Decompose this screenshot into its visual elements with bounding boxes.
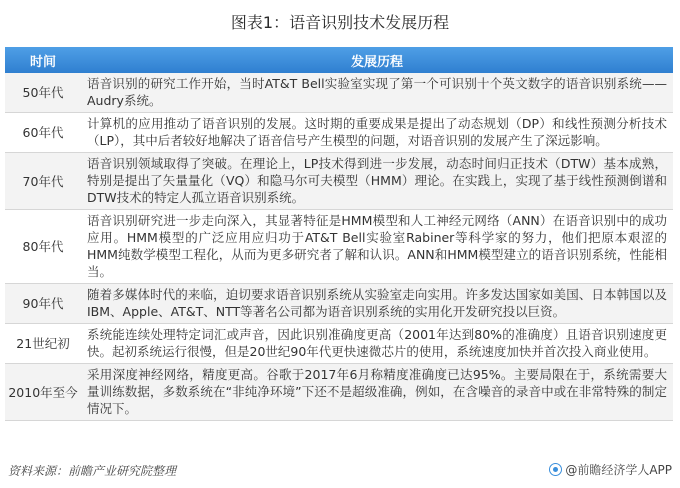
row-era: 60年代 [5,113,81,153]
row-era: 50年代 [5,73,81,113]
table-row [5,210,673,284]
row-description: 语音识别领域取得了突破。在理论上，LP技术得到进一步发展，动态时间归正技术（DTW）基本成熟，特别是提出了矢量量化（VQ）和隐马尔可夫模型（HMM）理论。在实践上，实现了基于线性预测倒谱和DTW技术的特定人孤立语音识别系统。 [81,153,673,210]
table-row [5,73,673,113]
row-era: 70年代 [5,153,81,210]
brand-watermark [549,461,672,478]
table-row [5,113,673,153]
row-era: 80年代 [5,210,81,284]
row-era: 2010年至今 [5,364,81,421]
row-description: 语音识别研究进一步走向深入，其显著特征是HMM模型和人工神经元网络（ANN）在语音识别中的成功应用。HMM模型的广泛应用应归功于AT&T Bell实验室Rabiner等科学家的努力，他们把原本艰涩的HMM纯数学模型工程化，从而为更多研究者了解和认识。ANN和HMM模型建立的语音识别系统，性能相当。 [81,210,673,284]
header-history: 发展历程 [81,47,673,73]
row-era: 21世纪初 [5,324,81,364]
row-description: 语音识别的研究工作开始，当时AT&T Bell实验室实现了第一个可识别十个英文数字的语音识别系统——Audry系统。 [81,73,673,113]
history-table [5,47,673,421]
row-description: 采用深度神经网络，精度更高。谷歌于2017年6月称精度准确度已达95%。主要局限在于，系统需要大量训练数据，多数系统在“非纯净环境”下还不是超级准确，例如，在含噪音的录音中或在非常特殊的制定情况下。 [81,364,673,421]
row-era: 90年代 [5,284,81,324]
row-description: 计算机的应用推动了语音识别的发展。这时期的重要成果是提出了动态规划（DP）和线性预测分析技术（LP），其中后者较好地解决了语音信号产生模型的问题，对语音识别的发展产生了深远影响。 [81,113,673,153]
brand-logo-icon [549,463,562,476]
table-row [5,153,673,210]
row-description: 系统能连续处理特定词汇或声音，因此识别准确度更高（2001年达到80%的准确度）且语音识别速度更快。起初系统运行很慢，但是20世纪90年代更快速微芯片的使用，系统速度加快并首次投入商业使用。 [81,324,673,364]
table-row [5,284,673,324]
brand-text: @前瞻经济学人APP [565,463,672,477]
table-header-row [5,47,673,73]
source-note: 资料来源：前瞻产业研究院整理 [8,464,177,478]
row-description: 随着多媒体时代的来临，迫切要求语音识别系统从实验室走向实用。许多发达国家如美国、日本韩国以及IBM、Apple、AT&T、NTT等著名公司都为语音识别系统的实用化开发研究投以巨资。 [81,284,673,324]
chart-title: 图表1：语音识别技术发展历程 [230,13,450,32]
table-row [5,324,673,364]
header-era: 时间 [5,47,81,73]
table-row [5,364,673,421]
